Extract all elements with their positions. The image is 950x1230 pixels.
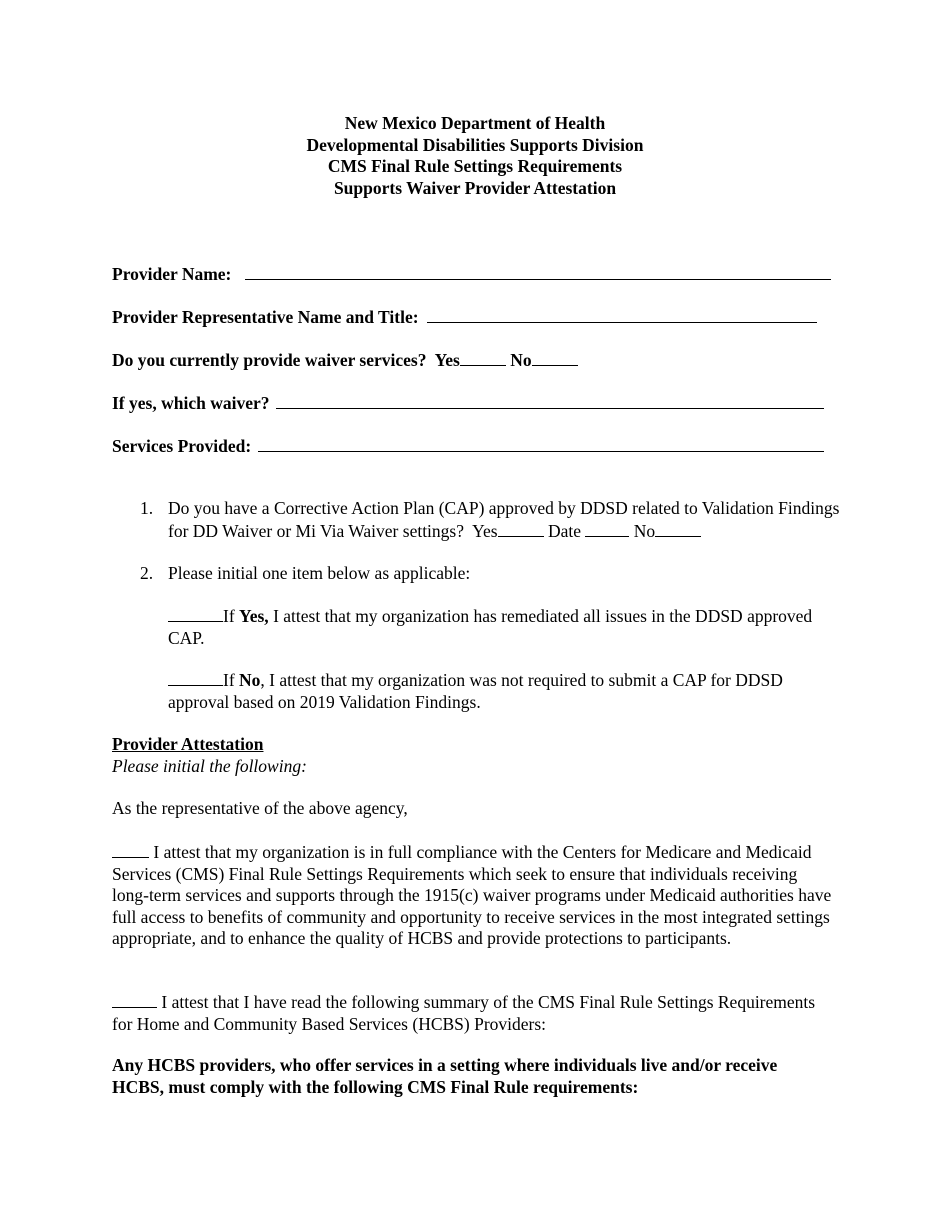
- representative-row: [112, 305, 817, 329]
- option-yes-initial-blank[interactable]: [168, 605, 223, 622]
- waiver-services-row: [112, 348, 578, 372]
- title-line-attestation: Supports Waiver Provider Attestation: [333, 177, 617, 198]
- attestation-paragraph-1: [112, 841, 832, 950]
- title-line-department: New Mexico Department of Health: [344, 113, 606, 133]
- option-yes-bold: Yes,: [239, 606, 269, 626]
- option-yes-text: I attest that my organization has remediated all issues in the DDSD approved CAP.: [168, 606, 813, 648]
- waiver-no-label: No: [510, 350, 532, 370]
- attestation-heading: Provider Attestation: [112, 734, 264, 754]
- waiver-yes-blank[interactable]: [460, 348, 506, 366]
- representative-label: Provider Representative Name and Title:: [112, 307, 419, 327]
- option-no-bold: No: [239, 670, 261, 690]
- question-1-no-label: No: [633, 520, 656, 541]
- which-waiver-blank[interactable]: [276, 391, 824, 409]
- document-title: [0, 113, 950, 199]
- attestation-paragraph-2-text: I attest that I have read the following summary of the CMS Final Rule Settings Requirements for Home and Community Based Services (HCBS) Providers:: [112, 992, 816, 1034]
- option-no-prefix: If: [223, 670, 235, 690]
- attestation-paragraph-2: [112, 991, 832, 1035]
- services-provided-label: Services Provided:: [112, 436, 252, 456]
- question-1-yes-blank[interactable]: [498, 520, 544, 537]
- waiver-services-question: Do you currently provide waiver services?: [112, 350, 427, 370]
- services-provided-blank[interactable]: [258, 434, 824, 452]
- question-2-number: 2.: [140, 563, 154, 583]
- which-waiver-row: [112, 391, 824, 415]
- services-provided-row: [112, 434, 824, 458]
- title-line-division: Developmental Disabilities Supports Division: [306, 134, 644, 155]
- option-no: [168, 669, 838, 713]
- option-no-initial-blank[interactable]: [168, 669, 223, 686]
- question-1-yes-label: Yes: [472, 520, 498, 541]
- attestation-1-initial-blank[interactable]: [112, 841, 149, 858]
- title-line-requirements: CMS Final Rule Settings Requirements: [327, 156, 623, 176]
- which-waiver-label: If yes, which waiver?: [112, 393, 270, 413]
- question-1-text: Do you have a Corrective Action Plan (CAP) approved by DDSD related to Validation Findings for DD Waiver or Mi Via Waiver settings?: [168, 498, 840, 541]
- attestation-heading-block: [112, 734, 832, 777]
- attestation-paragraph-1-text: I attest that my organization is in full compliance with the Centers for Medicare and Medicaid Services (CMS) Final Rule Settings Requirements which seek to ensure that individuals receiving long-term services and supports through the 1915(c) waiver programs under Medicaid authorities have full access to benefits of community and opportunity to receive services in the most integrated settings appropriate, and to enhance the quality of HCBS and provide protections to participants.: [112, 842, 832, 948]
- question-1-number: 1.: [140, 498, 154, 518]
- question-2: [140, 563, 840, 585]
- question-1-date-label: Date: [547, 520, 581, 541]
- option-yes-prefix: If: [223, 606, 235, 626]
- provider-name-blank[interactable]: [245, 262, 831, 280]
- attestation-2-initial-blank[interactable]: [112, 991, 157, 1008]
- question-1-date-blank[interactable]: [585, 520, 629, 537]
- representative-blank[interactable]: [427, 305, 817, 323]
- waiver-no-blank[interactable]: [532, 348, 578, 366]
- provider-name-row: [112, 262, 831, 286]
- question-2-text: Please initial one item below as applicable:: [168, 563, 471, 583]
- cms-requirements-statement: Any HCBS providers, who offer services in a setting where individuals live and/or receive HCBS, must comply with the following CMS Final Rule requirements:: [112, 1055, 778, 1097]
- question-1-no-blank[interactable]: [655, 520, 701, 537]
- provider-name-label: Provider Name:: [112, 264, 232, 284]
- attestation-intro: As the representative of the above agency,: [112, 798, 408, 818]
- attestation-instruction: Please initial the following:: [112, 755, 307, 776]
- question-1: [140, 498, 840, 542]
- option-no-text: , I attest that my organization was not required to submit a CAP for DDSD approval based on 2019 Validation Findings.: [168, 670, 783, 712]
- waiver-yes-label: Yes: [434, 350, 460, 370]
- option-yes: [168, 605, 838, 649]
